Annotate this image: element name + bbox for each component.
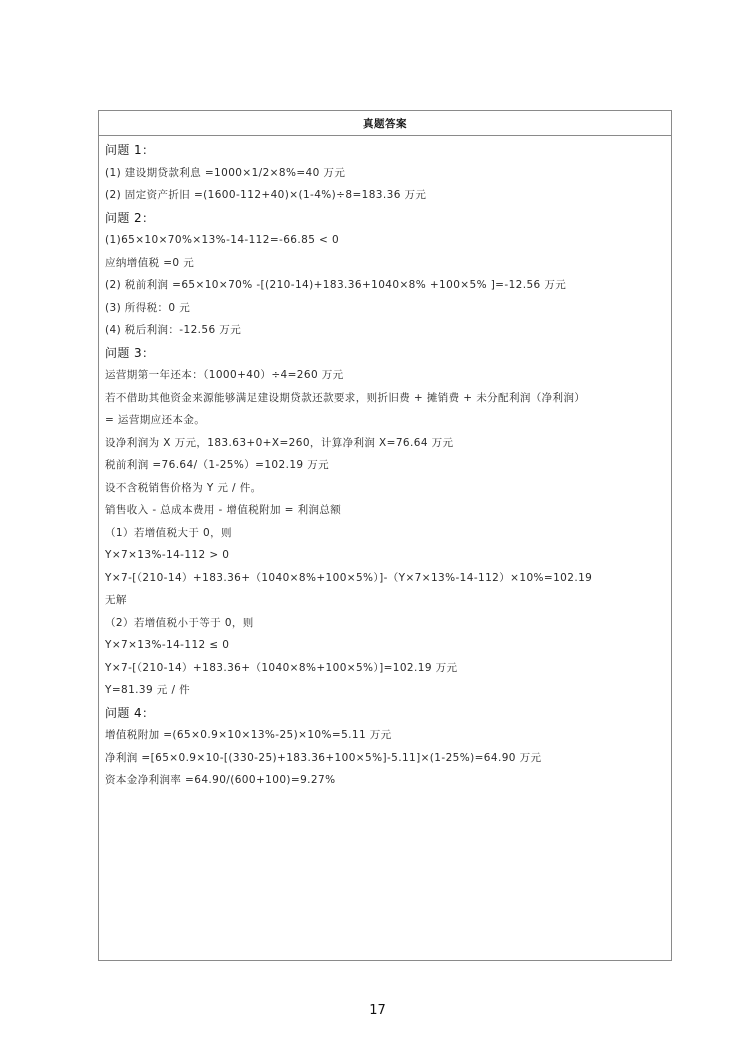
answer-line: (1) 建设期贷款利息 =1000×1/2×8%=40 万元 xyxy=(105,166,346,179)
answer-line: 设净利润为 X 万元，183.63+0+X=260，计算净利润 X=76.64 万元 xyxy=(105,436,454,449)
answer-table xyxy=(98,110,672,961)
page-number: 17 xyxy=(369,1003,386,1018)
answer-line: Y=81.39 元 / 件 xyxy=(105,684,191,696)
question-heading: 问题 4： xyxy=(105,705,155,720)
answer-line: （1）若增值税大于 0，则 xyxy=(105,526,232,539)
answer-line: = 运营期应还本金。 xyxy=(105,414,206,426)
answer-line: (2) 固定资产折旧 =(1600-112+40)×(1-4%)÷8=183.36 万元 xyxy=(105,189,427,201)
answer-line: Y×7×13%-14-112 ≤ 0 xyxy=(105,639,230,651)
answer-line: 若不借助其他资金来源能够满足建设期贷款还款要求，则折旧费 + 摊销费 + 未分配利润（净利润） xyxy=(105,391,586,404)
question-heading: 问题 2： xyxy=(105,210,155,225)
question-heading: 问题 1： xyxy=(105,143,155,157)
answer-line: (1)65×10×70%×13%-14-112=-66.85 < 0 xyxy=(105,234,340,246)
answer-line: (3) 所得税：0 元 xyxy=(105,301,191,314)
question-heading: 问题 3： xyxy=(105,345,155,360)
answer-line: Y×7×13%-14-112 > 0 xyxy=(105,549,230,561)
answer-line: 税前利润 =76.64/（1-25%）=102.19 万元 xyxy=(105,459,330,471)
answer-line: 销售收入 - 总成本费用 - 增值税附加 = 利润总额 xyxy=(105,504,342,516)
answer-line: 净利润 =[65×0.9×10-[(330-25)+183.36+100×5%]-5.11]×(1-25%)=64.90 万元 xyxy=(105,751,542,764)
table-header: 真题答案 xyxy=(99,111,671,136)
answer-line: 运营期第一年还本：（1000+40）÷4=260 万元 xyxy=(105,369,344,381)
answer-line: (4) 税后利润：-12.56 万元 xyxy=(105,324,242,336)
answer-line: 增值税附加 =(65×0.9×10×13%-25)×10%=5.11 万元 xyxy=(105,729,392,741)
answer-line: Y×7-[（210-14）+183.36+（1040×8%+100×5%）]=102.19 万元 xyxy=(105,661,458,674)
answer-line: (2) 税前利润 =65×10×70% -[(210-14)+183.36+1040×8% +100×5% ]=-12.56 万元 xyxy=(105,279,567,291)
answer-body xyxy=(99,136,671,792)
answer-line: 设不含税销售价格为 Y 元 / 件。 xyxy=(105,481,262,494)
answer-line: 无解 xyxy=(105,594,127,606)
answer-line: （2）若增值税小于等于 0，则 xyxy=(105,616,254,629)
answer-line: 资本金净利润率 =64.90/(600+100)=9.27% xyxy=(105,774,336,786)
answer-line: Y×7-[（210-14）+183.36+（1040×8%+100×5%）]-（Y×7×13%-14-112）×10%=102.19 xyxy=(105,571,593,584)
answer-line: 应纳增值税 =0 元 xyxy=(105,256,195,269)
